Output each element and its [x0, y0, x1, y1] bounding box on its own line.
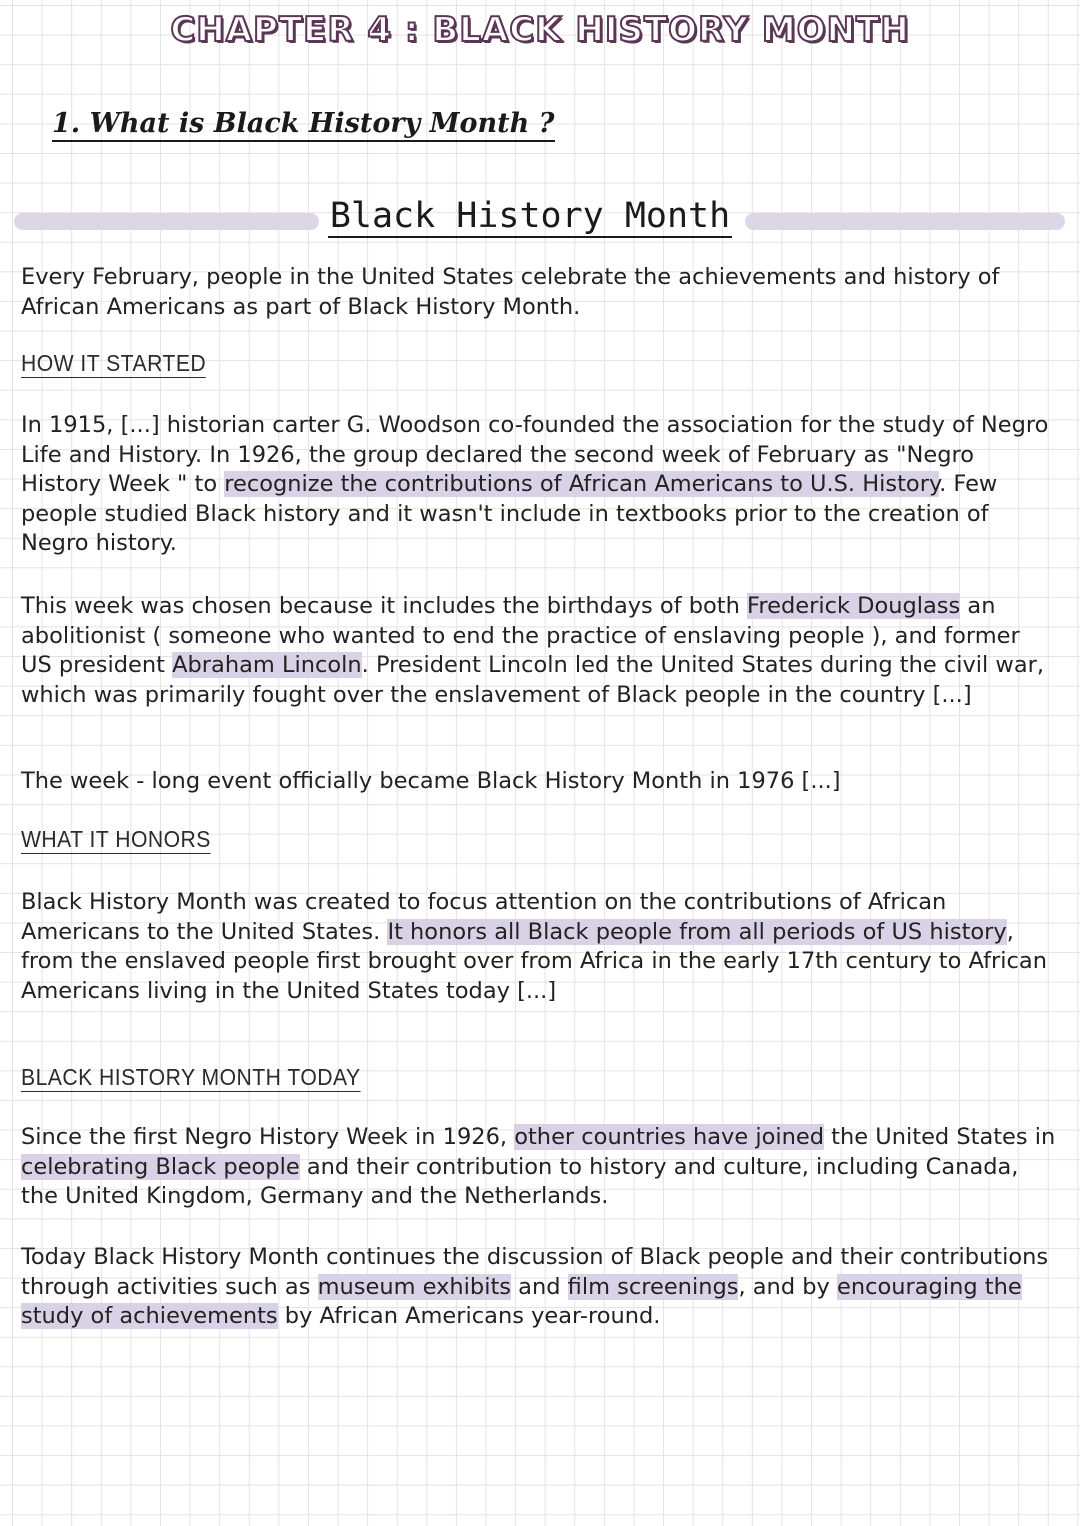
text-run: . Few people studied Black history and it wasn't include in textbooks prior to the creation of Negro history. — [21, 471, 998, 556]
started-paragraph-1 — [21, 411, 1056, 559]
highlight: Frederick Douglass — [747, 593, 961, 619]
today-paragraph-2 — [21, 1243, 1056, 1332]
text-run: and — [511, 1273, 568, 1300]
highlight: museum exhibits — [317, 1273, 512, 1300]
heading-how-it-started: HOW IT STARTED — [21, 350, 207, 376]
text-run: the United States in — [824, 1124, 1056, 1150]
text-run: In 1915, [...] historian carter G. Woodson co-founded the association for the study of Negro Life and History. In 1926, the group declared the second week of February as "Negro History Week " to — [21, 412, 1049, 497]
heading-black-history-month-today: BLACK HISTORY MONTH TODAY — [21, 1064, 361, 1090]
highlight: It honors all Black people from all periods of US history — [387, 918, 1007, 945]
chapter-title: CHAPTER 4 : BLACK HISTORY MONTH — [170, 10, 910, 50]
highlight: celebrating Black people — [21, 1153, 300, 1180]
text-run: Today Black History Month continues the discussion of Black people and their contributions through activities such as — [21, 1244, 1049, 1300]
highlight: other countries have joined — [514, 1124, 825, 1150]
honors-paragraph — [21, 888, 1056, 1006]
text-run: , from the enslaved people first brought over from Africa in the early 17th century to African Americans living in the United States today [...] — [21, 918, 1047, 1004]
section-title — [0, 196, 1060, 236]
text-run: by African Americans year-round. — [277, 1303, 661, 1329]
text-run: Since the first Negro History Week in 1926, — [21, 1124, 515, 1150]
started-paragraph-2 — [21, 592, 1056, 710]
highlight: encouraging the study of achievements — [21, 1273, 1022, 1329]
highlight: film screenings — [567, 1273, 739, 1300]
intro-paragraph: Every February, people in the United States celebrate the achievements and history of African Americans as part of Black History Month. — [21, 264, 1000, 320]
started-paragraph-3: The week - long event officially became Black History Month in 1976 [...] — [21, 768, 841, 794]
text-run: Black History Month was created to focus attention on the contributions of African Americans to the United States. — [21, 889, 947, 945]
highlight: recognize the contributions of African Americans to U.S. History — [224, 471, 940, 497]
highlight: Abraham Lincoln — [172, 652, 362, 678]
text-run: , and by — [738, 1273, 838, 1300]
text-run: This week was chosen because it includes the birthdays of both — [21, 593, 748, 619]
text-run: and their contribution to history and culture, including Canada, the United Kingdom, Germany and the Netherlands. — [21, 1153, 1019, 1209]
section-title-text: Black History Month — [329, 196, 731, 236]
question-heading: 1. What is Black History Month ? — [52, 108, 555, 142]
today-paragraph-1 — [21, 1123, 1056, 1212]
text-run: an abolitionist ( someone who wanted to end the practice of enslaving people ), and former US president — [21, 593, 1020, 678]
text-run: . President Lincoln led the United States during the civil war, which was primarily fought over the enslavement of Black people in the country [...] — [21, 652, 1045, 708]
heading-what-it-honors: WHAT IT HONORS — [21, 826, 211, 852]
